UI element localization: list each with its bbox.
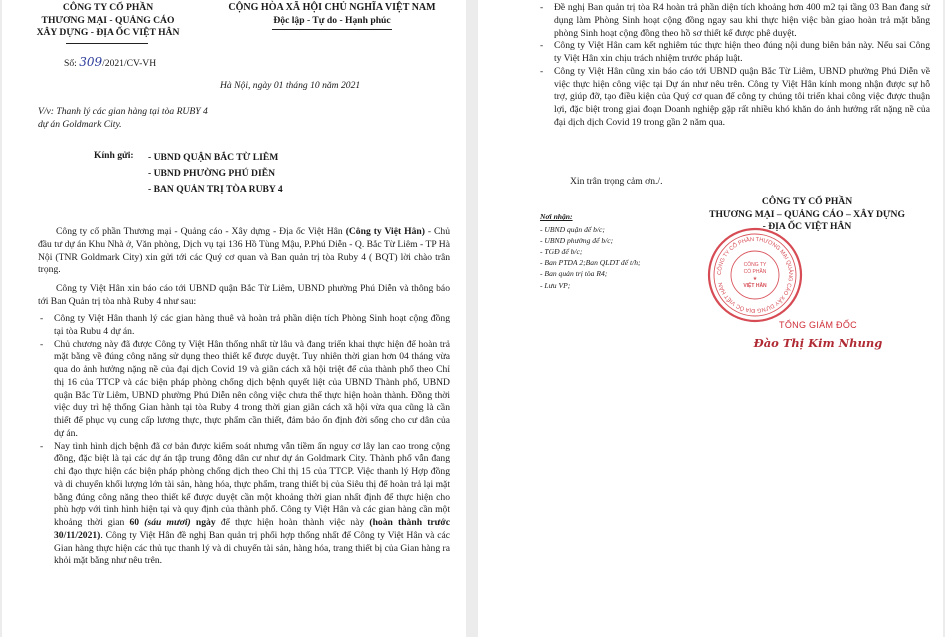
motto: Độc lập - Tự do - Hạnh phúc [273, 15, 391, 26]
company-header [12, 2, 204, 40]
cc-item: - TGĐ để b/c; [540, 247, 583, 256]
bullet-item: - Công ty Việt Hân cũng xin báo cáo tới UBND quận Bắc Từ Liêm, UBND phường Phú Diễn về việc thực hiện công việc tại Dự án như nêu trên. Công ty Việt Hân kính mong nhận được sự hỗ trợ, giúp đỡ, tạo điều kiện của Quý cơ quan để công ty chúng tôi triển khai công việc được thuận lợi, đặc biệt trong giai đoạn Doanh nghiệp gặp rất nhiều khó khăn do ảnh hưởng rất nặng nề của đại dịch dịch Covid 19 trong gần 2 năm qua. [538, 66, 930, 130]
intro-text-company-short: (Công ty Việt Hân) [345, 226, 425, 237]
doc-no-suffix: /2021/CV-VH [102, 58, 157, 69]
bullet-3-text-a: Nay tình hình dịch bệnh đã cơ bản được kiểm soát nhưng vẫn tiềm ẩn nguy cơ lây lan cao trong cộng đồng, đặc biệt là tại các dự án tập trung đông dân cư như dự án Goldmark City. Thành phố vẫn đang chỉ đạo thực hiện các biện pháp phòng chống dịch theo Chỉ thị 15 của TTCP. Việc thanh lý Hợp đồng và di chuyển khối lượng lớn tài sản, hàng hóa, thực phẩm, trang thiết bị của Siêu thị để hoàn trả lại mặt bằng đúng công năng theo thiết kế được duyệt cần một khoảng thời gian nhất định để thực hiện cho phù hợp với tình hình hiện tại và quy định của thành phố. Công ty Việt Hân và các gian hàng cần một khoảng thời gian [54, 440, 450, 528]
bullet-list-page1 [38, 313, 450, 568]
bullet-3-text-g: . Công ty Việt Hân đề nghị Ban quản trị phối hợp thống nhất để Công ty Việt Hân và các Gian hàng thực hiện các thủ tục thanh lý và di chuyển tài sản, hàng hóa, trang thiết bị của Gian hàng ra khỏi mặt bằng như nêu trên. [54, 529, 450, 567]
bullet-3-days: 60 [129, 517, 145, 528]
subject-text: Thanh lý các gian hàng tại tòa RUBY 4 dự án Goldmark City. [38, 106, 208, 130]
bullet-3-deadline: (hoàn thành trước 30/11/2021) [54, 517, 450, 541]
cc-item: - Ban quản trị tòa R4; [540, 269, 608, 279]
motto-underline [272, 29, 392, 30]
report-paragraph: Công ty Việt Hân xin báo cáo tới UBND quận Bắc Từ Liêm, UBND phường Phú Diễn và thông báo tới Ban Quản trị tòa nhà Ruby 4 như sau: [38, 283, 450, 307]
cc-item: - UBND quận để b/c; [540, 224, 605, 234]
recipients-cc [540, 212, 670, 291]
signature-title: TỔNG GIÁM ĐỐC [779, 320, 857, 330]
noi-nhan-label: Nơi nhận: [540, 212, 573, 221]
svg-text:★: ★ [752, 276, 758, 282]
doc-no-label: Số: [64, 58, 77, 69]
intro-text-c: - Chủ đầu tư dự án Khu Nhà ở, Văn phòng, Dịch vụ tại 136 Hồ Tùng Mậu, P.Phú Diễn - Q. Bắc Từ Liêm - TP Hà Nội (TNR Goldmark City) xin gửi tới các Quý cơ quan và Ban quản trị tòa Ruby 4 ( BQT) lời chào trân trọng. [38, 226, 451, 276]
svg-text:CỔ PHẦN: CỔ PHẦN [743, 269, 767, 275]
cc-item: - Lưu VP; [540, 280, 571, 290]
document-page-2 [478, 0, 943, 637]
recipient-item: - UBND PHƯỜNG PHÚ DIỄN [148, 168, 276, 179]
sign-company-line-3: - ĐỊA ỐC VIỆT HÂN [762, 221, 852, 233]
document-page-1 [2, 0, 466, 637]
bullet-item: - Đề nghị Ban quản trị tòa R4 hoàn trả phần diện tích khoảng hơn 400 m2 tại tầng 03 Ban đang sử dụng làm Phòng Sinh hoạt cộng đồng ngay sau khi thực hiện việc bàn giao hoàn trả mặt bằng phòng Sinh hoạt cộng đồng theo hồ sơ thiết kế được phê duyệt. [538, 2, 930, 40]
company-line-1: CÔNG TY CỔ PHẦN [62, 2, 154, 13]
company-line-3: XÂY DỰNG - ĐỊA ỐC VIỆT HÂN [36, 27, 180, 39]
company-seal [706, 226, 804, 324]
doc-no-handwritten: 309 [79, 55, 103, 69]
intro-text-a: Công ty cổ phần Thương mại - Quảng cáo - Xây dựng - Địa ốc Việt Hân [56, 226, 346, 237]
bullet-item: - Chủ chương này đã được Công ty Việt Hân thống nhất từ lâu và đang triển khai thực hiện để hoàn trả mặt bằng về đúng công năng sử dụng theo thiết kế được duyệt. Tuy nhiên thời gian hơn 04 tháng vừa qua do ảnh hưởng nặng nề của đại dịch Covid 19 và giãn cách xã hội triệt để của thành phố theo Chỉ thị 16 của TTCP và các biện pháp phòng chống dịch bệnh quyết liệt của UBND Thành phố, UBND quận Bắc Từ Liêm, UBND phường Phú Diễn nên công việc chưa thể thực hiện hoàn thành. Đồng thời việc duy trì hệ thống Gian hành tại tòa Ruby 4 trong thời gian giãn cách xã hội vừa qua cũng là cần thiết để phục vụ cung cấp lương thực, thực phẩm cần thiết, đảm bảo ổn định đời sống cho cư dân của dự án. [38, 339, 450, 441]
signature-name: Đào Thị Kim Nhung [753, 336, 883, 350]
sign-company-line-1: CÔNG TY CỔ PHẦN [761, 196, 853, 207]
place-date: Hà Nội, ngày 01 tháng 10 năm 2021 [220, 80, 361, 91]
sign-company-line-2: THƯƠNG MẠI – QUẢNG CÁO – XÂY DỰNG [709, 208, 905, 220]
company-line-2: THƯƠNG MẠI - QUẢNG CÁO [41, 14, 175, 26]
recipient-item: - BAN QUẢN TRỊ TÒA RUBY 4 [148, 184, 283, 195]
closing-line: Xin trân trọng cảm ơn./. [570, 176, 663, 187]
bullet-3-days-words: (sáu mươi) [144, 517, 191, 528]
recipient-item: - UBND QUẬN BẮC TỪ LIÊM [148, 152, 279, 163]
cc-item: - Ban PTDA 2;Ban QLDT để t/h; [540, 258, 641, 268]
seal-ring-text-path: CÔNG TY CỔ PHẦN THƯƠNG MẠI QUẢNG CÁO XÂY DỰNG ĐỊA ỐC VIỆT HÂN [716, 236, 794, 314]
bullet-3-text-e: để thực hiện hoàn thành việc này [215, 517, 370, 528]
bullet-item: - Công ty Việt Hân cam kết nghiêm túc thực hiện theo đúng nội dung biên bản này. Nếu sai Công ty Việt Hân xin chịu trách nhiệm trước pháp luật. [538, 40, 930, 66]
bullet-list-page2 [538, 2, 930, 130]
svg-text:VIỆT HÂN: VIỆT HÂN [743, 283, 767, 289]
svg-text:CÔNG TY: CÔNG TY [743, 262, 767, 268]
company-underline [66, 43, 148, 44]
subject [38, 106, 210, 131]
document-number [64, 56, 156, 71]
bullet-item [38, 441, 450, 569]
recipients-list [148, 150, 283, 198]
republic-title: CỘNG HÒA XÃ HỘI CHỦ NGHĨA VIỆT NAM [228, 2, 436, 13]
subject-label: V/v: [38, 106, 54, 117]
bullet-3-days-unit: ngày [190, 517, 216, 528]
cc-item: - UBND phường để b/c; [540, 235, 614, 245]
bullet-item: - Công ty Việt Hân thanh lý các gian hàng thuê và hoàn trả phần diện tích Phòng Sinh hoạt cộng đồng tại tòa Rubu 4 dự án. [38, 313, 450, 339]
recipients-label: Kính gửi: [94, 150, 134, 161]
intro-paragraph [38, 226, 450, 277]
